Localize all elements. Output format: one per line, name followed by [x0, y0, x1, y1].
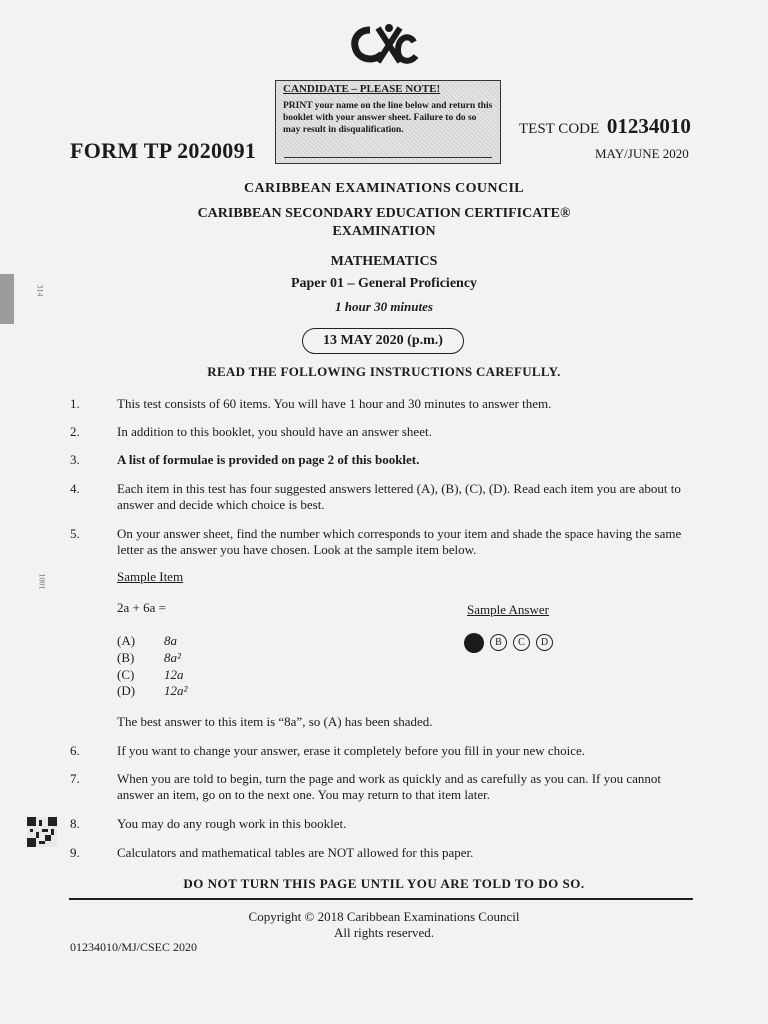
page-edge-mark — [0, 274, 14, 324]
instruction-number: 8. — [70, 816, 80, 831]
instructions-heading: READ THE FOLLOWING INSTRUCTIONS CAREFULLY. — [207, 364, 561, 379]
notice-title: CANDIDATE – PLEASE NOTE! — [283, 83, 441, 95]
option-value: 8a — [164, 633, 177, 648]
answer-bubble: D — [536, 634, 553, 651]
instruction-number: 1. — [70, 396, 80, 411]
instruction-number: 9. — [70, 845, 80, 860]
test-code-block — [519, 114, 691, 139]
test-code-label: TEST CODE — [519, 121, 600, 137]
sample-answer-label: Sample Answer — [467, 602, 549, 617]
instruction-text: This test consists of 60 items. You will have 1 hour and 30 minutes to answer them. — [117, 396, 552, 411]
instruction-number: 7. — [70, 771, 80, 786]
cxc-logo-icon — [348, 22, 420, 68]
answer-bubble: C — [513, 634, 530, 651]
exam-duration: 1 hour 30 minutes — [335, 299, 433, 314]
paper-title: Paper 01 – General Proficiency — [290, 276, 478, 291]
instruction-number: 6. — [70, 743, 80, 758]
subject-title: MATHEMATICS — [330, 254, 438, 269]
instruction-number: 3. — [70, 452, 80, 467]
council-title: CARIBBEAN EXAMINATIONS COUNCIL — [243, 181, 525, 196]
candidate-name-line — [284, 157, 492, 158]
instruction-text: Each item in this test has four suggested answers lettered (A), (B), (C), (D). Read each item you are about to answer and decide which choice is best. — [117, 481, 681, 512]
option-letter: (C) — [117, 667, 135, 682]
sample-item-title: Sample Item — [117, 569, 184, 584]
instruction-number: 5. — [70, 526, 80, 541]
instruction-text: If you want to change your answer, erase it completely before you fill in your new choice. — [117, 743, 586, 758]
notice-text: PRINT your name on the line below and return this booklet with your answer sheet. Failure to do so may result in disqualification. — [283, 101, 493, 135]
do-not-turn-notice: DO NOT TURN THIS PAGE UNTIL YOU ARE TOLD TO DO SO. — [183, 876, 585, 891]
sample-answer-bubbles — [464, 634, 574, 654]
margin-number: 1001 — [37, 573, 47, 590]
instruction-text: A list of formulae is provided on page 2 of this booklet. — [117, 452, 420, 467]
option-letter: (D) — [117, 683, 136, 698]
footer-code: 01234010/MJ/CSEC 2020 — [70, 940, 198, 954]
instruction-number: 4. — [70, 481, 80, 496]
instruction-text: In addition to this booklet, you should have an answer sheet. — [117, 424, 432, 439]
option-value: 12a² — [164, 683, 188, 698]
instruction-text: When you are told to begin, turn the page and work as quickly and as carefully as you can. If you cannot answer an item, go on to the next one. You may return to that item later. — [117, 771, 662, 802]
copyright-text: Copyright © 2018 Caribbean Examinations Council — [248, 909, 520, 924]
instruction-text: Calculators and mathematical tables are NOT allowed for this paper. — [117, 845, 474, 860]
exam-session: MAY/JUNE 2020 — [595, 146, 689, 161]
answer-bubble: B — [490, 634, 507, 651]
certificate-line-2: EXAMINATION — [332, 224, 436, 239]
form-code: FORM TP 2020091 — [70, 138, 257, 163]
sample-question: 2a + 6a = — [117, 600, 166, 615]
margin-number: 314 — [35, 284, 45, 297]
option-value: 8a² — [164, 650, 181, 665]
answer-bubble-filled — [464, 633, 484, 653]
certificate-title — [0, 205, 768, 241]
rights-text: All rights reserved. — [333, 925, 434, 940]
instruction-text: On your answer sheet, find the number which corresponds to your item and shade the space having the same letter as the answer you have chosen. Look at the sample item below. — [117, 526, 682, 557]
qr-code-icon — [27, 817, 57, 847]
certificate-line-1: CARIBBEAN SECONDARY EDUCATION CERTIFICATE® — [197, 206, 571, 221]
option-letter: (A) — [117, 633, 136, 648]
instruction-number: 2. — [70, 424, 80, 439]
instruction-text: You may do any rough work in this booklet. — [117, 816, 347, 831]
option-value: 12a — [164, 667, 184, 682]
footer-divider — [69, 898, 693, 900]
test-code-value: 01234010 — [606, 114, 691, 138]
candidate-notice-box — [275, 80, 501, 164]
exam-date: 13 MAY 2020 (p.m.) — [302, 328, 464, 354]
sample-explanation: The best answer to this item is “8a”, so (A) has been shaded. — [117, 714, 433, 729]
option-letter: (B) — [117, 650, 135, 665]
